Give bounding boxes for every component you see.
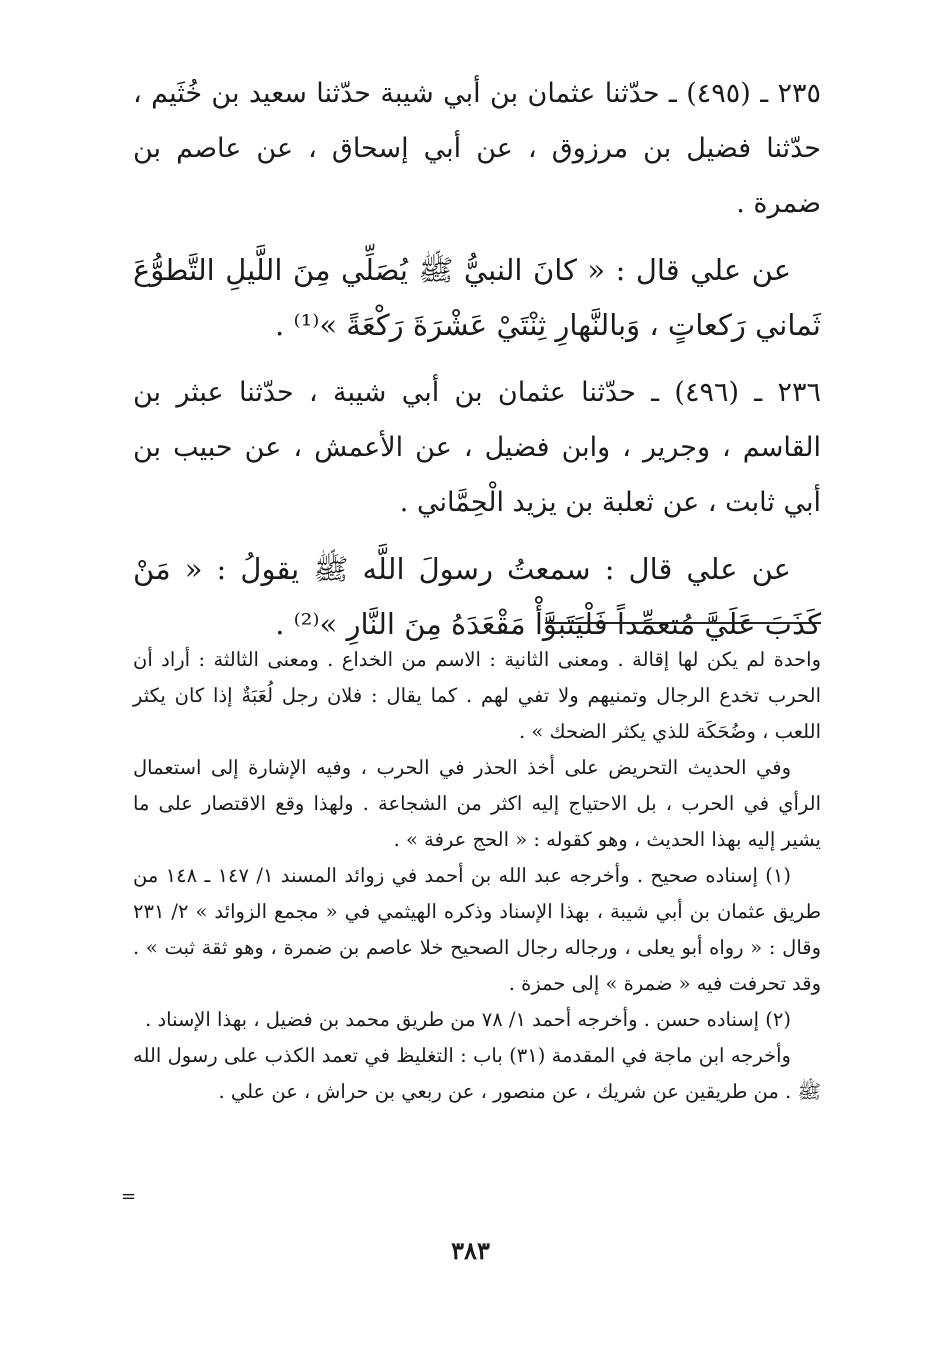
continuation-mark: = [121,1186,137,1207]
main-text [133,66,821,652]
footnote-commentary: وفي الحديث التحريض على أخذ الحذر في الحرب ، وفيه الإشارة إلى استعمال الرأي في الحرب ، بل الاحتياج إليه اكثر من الشجاعة . ولهذا وقع الاقتصار على ما يشير إليه بهذا الحديث ، وهو كقوله : « الحج عرفة » . [133,756,821,851]
footnote-continuation: واحدة لم يكن لها إقالة . ومعنى الثانية : الاسم من الخداع . ومعنى الثالثة : أراد أن الحرب تخدع الرجال وتمنيهم ولا تفي لهم . كما يقال : فلان رجل لُعَبَةٌ إذا كان يكثر اللعب ، وضُحَكَة للذي يكثر الضحك » . [133,648,821,743]
footnote-2-continued: وأخرجه ابن ماجة في المقدمة (٣١) باب : التغليظ في تعمد الكذب على رسول الله ﷺ . من طريقين عن شريك ، عن منصور ، عن ربعي بن حراش ، عن علي . [133,1044,821,1103]
hadith-236-matn: عن علي قال : سمعتُ رسولَ اللَّه ﷺ يقولُ : « مَنْ كَذَبَ عَلَيَّ مُتعمِّداً فَلْيَتَبوَّأْ مَقْعَدَهُ مِنَ النَّارِ »⁽²⁾ . [133,552,821,641]
footnote-separator [545,622,821,624]
hadith-235-isnad: ٢٣٥ ـ (٤٩٥) ـ حدّثنا عثمان بن أبي شيبة حدّثنا سعيد بن خُثَيم ، حدّثنا فضيل بن مرزوق ، عن أبي إسحاق ، عن عاصم بن ضمرة . [133,78,822,219]
footnote-2: (٢) إسناده حسن . وأخرجه أحمد ١/ ٧٨ من طريق محمد بن فضيل ، بهذا الإسناد . [145,1008,791,1031]
footnote-1: (١) إسناده صحيح . وأخرجه عبد الله بن أحمد في زوائد المسند ١/ ١٤٧ ـ ١٤٨ من طريق عثمان بن أبي شيبة ، بهذا الإسناد وذكره الهيثمي في « مجمع الزوائد » ٢/ ٢٣١ وقال : « رواه أبو يعلى ، ورجاله رجال الصحيح خلا عاصم بن ضمرة ، وهو ثقة ثبت » . وقد تحرفت فيه « ضمرة » إلى حمزة . [133,864,821,995]
page-number: ٣٨٣ [451,1236,490,1265]
hadith-235-matn: عن علي قال : « كانَ النبيُّ ﷺ يُصَلِّي مِنَ اللَّيلِ التَّطوُّعَ ثَماني رَكعاتٍ ، وَبالنَّهارِ ثِنْتَيْ عَشْرَةَ رَكْعَةً »⁽¹⁾ . [133,253,821,342]
hadith-236-isnad: ٢٣٦ ـ (٤٩٦) ـ حدّثنا عثمان بن أبي شيبة ، حدّثنا عبثر بن القاسم ، وجرير ، وابن فضيل ، عن الأعمش ، عن حبيب بن أبي ثابت ، عن ثعلبة بن يزيد الْحِمَّاني . [133,377,822,518]
footnotes [133,642,821,1110]
